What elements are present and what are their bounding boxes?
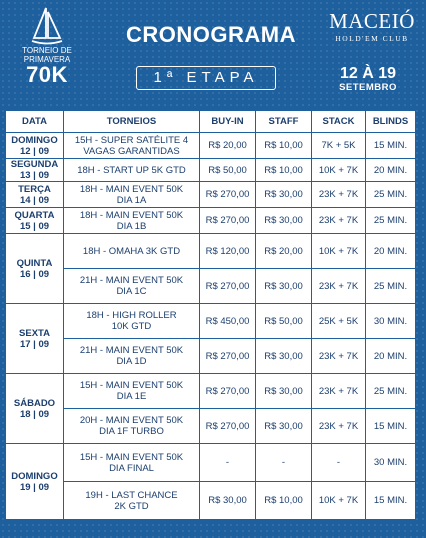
table-row <box>6 409 416 444</box>
buyin-cell: R$ 270,00 <box>200 409 256 444</box>
buyin-cell: R$ 270,00 <box>200 374 256 409</box>
table-row <box>6 159 416 182</box>
stack-cell: 25K + 5K <box>312 304 366 339</box>
table-row <box>6 339 416 374</box>
column-header: STACK <box>312 111 366 133</box>
club-subtitle: HOLD'EM CLUB <box>335 34 409 43</box>
tournament-cell: 18H - START UP 5K GTD <box>64 159 200 182</box>
staff-cell: R$ 30,00 <box>256 339 312 374</box>
table-row <box>6 374 416 409</box>
blinds-cell: 15 MIN. <box>366 133 416 159</box>
table-row <box>6 482 416 520</box>
date-cell: QUARTA 15 | 09 <box>6 208 64 234</box>
blinds-cell: 25 MIN. <box>366 182 416 208</box>
table-header-row <box>6 111 416 133</box>
column-header: BLINDS <box>366 111 416 133</box>
buyin-cell: R$ 270,00 <box>200 182 256 208</box>
stack-cell: 10K + 7K <box>312 159 366 182</box>
blinds-cell: 30 MIN. <box>366 304 416 339</box>
tournament-cell: 21H - MAIN EVENT 50K DIA 1C <box>64 269 200 304</box>
table-row <box>6 304 416 339</box>
table-row <box>6 444 416 482</box>
date-cell: TERÇA 14 | 09 <box>6 182 64 208</box>
tournament-cell: 18H - MAIN EVENT 50K DIA 1B <box>64 208 200 234</box>
stack-cell: 7K + 5K <box>312 133 366 159</box>
blinds-cell: 15 MIN. <box>366 482 416 520</box>
stage-badge: 1ª ETAPA <box>136 66 276 90</box>
table-row <box>6 182 416 208</box>
club-name: MACEIÓ <box>329 9 415 33</box>
date-cell: DOMINGO 19 | 09 <box>6 444 64 520</box>
date-days: 12 À 19 <box>339 65 397 82</box>
buyin-cell: R$ 270,00 <box>200 339 256 374</box>
logo-prize: 70K <box>26 62 68 87</box>
staff-cell: R$ 20,00 <box>256 234 312 269</box>
tournament-cell: 19H - LAST CHANCE 2K GTD <box>64 482 200 520</box>
date-cell: QUINTA 16 | 09 <box>6 234 64 304</box>
stack-cell: 10K + 7K <box>312 482 366 520</box>
sailboat-icon <box>30 6 64 46</box>
blinds-cell: 25 MIN. <box>366 208 416 234</box>
buyin-cell: R$ 450,00 <box>200 304 256 339</box>
table-row <box>6 234 416 269</box>
tournament-cell: 18H - MAIN EVENT 50K DIA 1A <box>64 182 200 208</box>
tournament-cell: 15H - MAIN EVENT 50K DIA 1E <box>64 374 200 409</box>
table-row <box>6 133 416 159</box>
date-cell: SÁBADO 18 | 09 <box>6 374 64 444</box>
staff-cell: - <box>256 444 312 482</box>
table-row <box>6 208 416 234</box>
tournament-logo <box>12 6 82 98</box>
page-title: CRONOGRAMA <box>126 22 296 47</box>
stack-cell: 23K + 7K <box>312 208 366 234</box>
date-cell: SEGUNDA 13 | 09 <box>6 159 64 182</box>
tournament-cell: 15H - SUPER SATÉLITE 4 VAGAS GARANTIDAS <box>64 133 200 159</box>
schedule-table <box>5 110 416 520</box>
stack-cell: 23K + 7K <box>312 374 366 409</box>
staff-cell: R$ 50,00 <box>256 304 312 339</box>
buyin-cell: R$ 270,00 <box>200 208 256 234</box>
date-range <box>326 66 410 93</box>
club-logo <box>326 10 418 43</box>
blinds-cell: 30 MIN. <box>366 444 416 482</box>
blinds-cell: 25 MIN. <box>366 269 416 304</box>
staff-cell: R$ 10,00 <box>256 133 312 159</box>
buyin-cell: R$ 270,00 <box>200 269 256 304</box>
buyin-cell: R$ 20,00 <box>200 133 256 159</box>
logo-line1: TORNEIO DE <box>22 46 72 55</box>
date-cell: SEXTA 17 | 09 <box>6 304 64 374</box>
date-cell: DOMINGO 12 | 09 <box>6 133 64 159</box>
date-month: SETEMBRO <box>339 82 397 93</box>
tournament-cell: 18H - HIGH ROLLER 10K GTD <box>64 304 200 339</box>
stack-cell: 10K + 7K <box>312 234 366 269</box>
column-header: DATA <box>6 111 64 133</box>
buyin-cell: R$ 50,00 <box>200 159 256 182</box>
staff-cell: R$ 10,00 <box>256 482 312 520</box>
staff-cell: R$ 10,00 <box>256 159 312 182</box>
blinds-cell: 20 MIN. <box>366 159 416 182</box>
tournament-cell: 21H - MAIN EVENT 50K DIA 1D <box>64 339 200 374</box>
column-header: STAFF <box>256 111 312 133</box>
blinds-cell: 20 MIN. <box>366 339 416 374</box>
tournament-cell: 20H - MAIN EVENT 50K DIA 1F TURBO <box>64 409 200 444</box>
tournament-cell: 18H - OMAHA 3K GTD <box>64 234 200 269</box>
column-header: TORNEIOS <box>64 111 200 133</box>
stack-cell: 23K + 7K <box>312 339 366 374</box>
logo-line2: PRIMAVERA <box>23 55 71 64</box>
blinds-cell: 25 MIN. <box>366 374 416 409</box>
staff-cell: R$ 30,00 <box>256 374 312 409</box>
stack-cell: 23K + 7K <box>312 409 366 444</box>
staff-cell: R$ 30,00 <box>256 409 312 444</box>
stack-cell: 23K + 7K <box>312 269 366 304</box>
staff-cell: R$ 30,00 <box>256 269 312 304</box>
table-row <box>6 269 416 304</box>
blinds-cell: 20 MIN. <box>366 234 416 269</box>
buyin-cell: R$ 120,00 <box>200 234 256 269</box>
staff-cell: R$ 30,00 <box>256 182 312 208</box>
buyin-cell: - <box>200 444 256 482</box>
blinds-cell: 15 MIN. <box>366 409 416 444</box>
stack-cell: 23K + 7K <box>312 182 366 208</box>
header <box>0 0 426 104</box>
stack-cell: - <box>312 444 366 482</box>
column-header: BUY-IN <box>200 111 256 133</box>
buyin-cell: R$ 30,00 <box>200 482 256 520</box>
staff-cell: R$ 30,00 <box>256 208 312 234</box>
tournament-cell: 15H - MAIN EVENT 50K DIA FINAL <box>64 444 200 482</box>
